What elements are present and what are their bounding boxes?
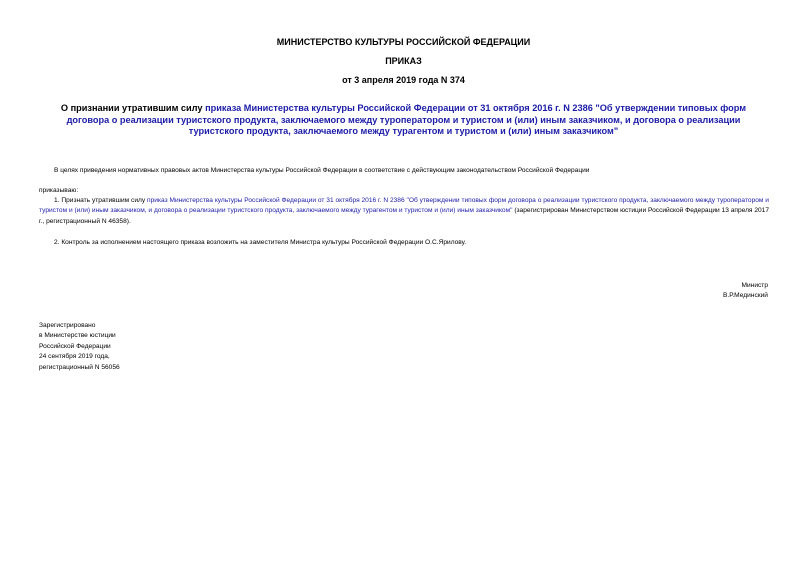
document-type: ПРИКАЗ: [385, 56, 422, 66]
title-prefix: О признании утратившим силу: [60, 103, 206, 113]
registration-line: Российской Федерации: [39, 342, 111, 350]
item-1-link[interactable]: приказ Министерства культуры Российской Федерации от 31 октября 2016 г. N 2386 "Об утверждении типовых форм договора о реализации туристского продукта, заключаемого между туроператором и туристом и (или) иным заказчиком, и договора о реализации туристского продукта, заключаемого между турагентом и туристом и (или) иным заказчиком": [39, 197, 769, 215]
registration-line: Зарегистрировано: [39, 322, 96, 329]
item-1: [39, 196, 769, 227]
registration-line: 24 сентября 2019 года,: [39, 353, 110, 361]
signature-name: В.Р.Мединский: [722, 292, 768, 299]
item-1-prefix: 1. Признать утратившим силу: [54, 197, 148, 204]
decree-word: приказываю:: [39, 187, 79, 194]
title-link[interactable]: приказа Министерства культуры Российской Федерации от 31 октября 2016 г. N 2386 "Об утверждении типовых форм договора о реализации туристского продукта, заключаемого между туроператором и туристом и (или) иным заказчиком, и договора о реализации туристского продукта, заключаемого между турагентом и туристом и (или) иным заказчиком": [66, 103, 747, 136]
item-1-suffix: (зарегистрирован Министерством юстиции Российской Федерации 13 апреля 2017 г., регистрационный N 46358).: [39, 207, 769, 225]
registration-block: [39, 321, 120, 373]
registration-line: регистрационный N 56056: [39, 363, 120, 371]
document-date-number: от 3 апреля 2019 года N 374: [342, 75, 465, 85]
registration-line: в Министерстве юстиции: [39, 332, 116, 340]
document-title: [40, 103, 767, 138]
ministry-heading: МИНИСТЕРСТВО КУЛЬТУРЫ РОССИЙСКОЙ ФЕДЕРАЦИИ: [276, 37, 531, 47]
item-2: 2. Контроль за исполнением настоящего приказа возложить на заместителя Министра культуры Российской Федерации О.С.Ярилову.: [54, 239, 467, 246]
signature-title: Министр: [741, 282, 768, 289]
preamble: В целях приведения нормативных правовых актов Министерства культуры Российской Федерации в соответствие с действующим законодательством Российской Федерации: [54, 167, 590, 174]
